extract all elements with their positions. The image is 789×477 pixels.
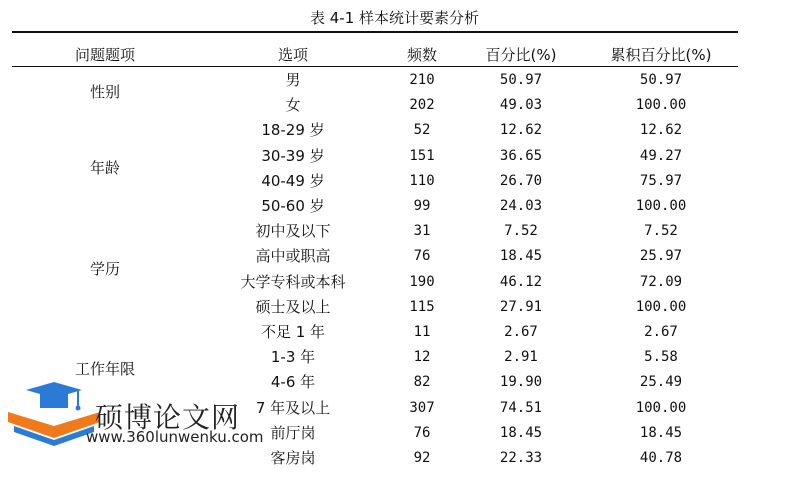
frequency-cell: 151 xyxy=(409,147,435,164)
option-cell: 初中及以下 xyxy=(255,222,331,241)
percent-cell: 24.03 xyxy=(499,198,543,214)
cumulative-cell: 2.67 xyxy=(644,324,678,340)
group-label: 年龄 xyxy=(89,158,120,177)
frequency-cell: 115 xyxy=(409,298,435,315)
frequency-cell: 12 xyxy=(413,349,431,366)
cumulative-cell: 5.58 xyxy=(644,349,678,366)
option-cell: 大学专科或本科 xyxy=(240,272,346,291)
cumulative-cell: 25.97 xyxy=(639,248,683,265)
cumulative-cell: 40.78 xyxy=(639,450,683,466)
frequency-cell: 11 xyxy=(413,324,431,340)
option-cell: 7 年及以上 xyxy=(255,398,331,417)
option-cell: 50-60 岁 xyxy=(261,197,325,215)
percent-cell: 12.62 xyxy=(499,122,543,139)
frequency-cell: 110 xyxy=(409,172,435,189)
table-caption: 表 4-1 样本统计要素分析 xyxy=(309,9,480,27)
option-cell: 18-29 岁 xyxy=(261,121,325,140)
cumulative-cell: 18.45 xyxy=(639,424,683,441)
header-percent: 百分比(%) xyxy=(485,46,557,64)
site-url: www.360lunwenku.com xyxy=(86,428,264,446)
group-label: 性别 xyxy=(89,83,120,102)
percent-cell: 50.97 xyxy=(499,72,543,88)
option-cell: 女 xyxy=(285,96,301,115)
header-item: 问题题项 xyxy=(74,46,135,64)
option-cell: 高中或职高 xyxy=(255,247,331,266)
percent-cell: 2.91 xyxy=(504,349,538,366)
frequency-cell: 31 xyxy=(413,223,431,240)
cumulative-cell: 100.00 xyxy=(635,399,687,416)
percent-cell: 22.33 xyxy=(499,450,543,466)
cumulative-cell: 25.49 xyxy=(639,374,683,391)
option-cell: 30-39 岁 xyxy=(261,146,325,165)
cumulative-cell: 50.97 xyxy=(639,72,683,88)
table-top-rule xyxy=(12,31,738,33)
option-cell: 硕士及以上 xyxy=(255,297,331,316)
option-cell: 不足 1 年 xyxy=(260,323,326,341)
frequency-cell: 52 xyxy=(413,122,431,139)
table-row xyxy=(0,118,789,143)
percent-cell: 19.90 xyxy=(499,374,543,391)
cumulative-cell: 75.97 xyxy=(639,172,683,189)
option-cell: 客房岗 xyxy=(270,449,316,467)
percent-cell: 26.70 xyxy=(499,172,543,189)
header-cumulative-percent: 累积百分比(%) xyxy=(610,46,712,64)
percent-cell: 46.12 xyxy=(499,273,543,290)
percent-cell: 74.51 xyxy=(499,399,543,416)
frequency-cell: 99 xyxy=(413,198,431,214)
cumulative-cell: 12.62 xyxy=(639,122,683,139)
table-row xyxy=(0,295,789,320)
percent-cell: 36.65 xyxy=(499,147,543,164)
option-cell: 1-3 年 xyxy=(270,348,316,367)
frequency-cell: 190 xyxy=(409,273,435,290)
percent-cell: 18.45 xyxy=(499,248,543,265)
cumulative-cell: 100.00 xyxy=(635,198,687,214)
table-row xyxy=(0,194,789,219)
cumulative-cell: 100.00 xyxy=(635,97,687,114)
site-name: 硕博论文网 xyxy=(95,401,241,434)
percent-cell: 7.52 xyxy=(504,223,538,240)
cumulative-cell: 7.52 xyxy=(644,223,678,240)
header-frequency: 频数 xyxy=(406,46,437,64)
option-cell: 男 xyxy=(285,71,301,89)
percent-cell: 18.45 xyxy=(499,424,543,441)
table-row xyxy=(0,219,789,244)
frequency-cell: 210 xyxy=(409,72,435,88)
group-label: 工作年限 xyxy=(74,360,135,379)
header-option: 选项 xyxy=(277,46,308,64)
cumulative-cell: 49.27 xyxy=(639,147,683,164)
group-label: 学历 xyxy=(89,259,120,278)
option-cell: 前厅岗 xyxy=(270,423,316,442)
option-cell: 40-49 岁 xyxy=(261,171,325,190)
cumulative-cell: 100.00 xyxy=(635,298,687,315)
percent-cell: 27.91 xyxy=(499,298,543,315)
option-cell: 4-6 年 xyxy=(270,373,316,392)
frequency-cell: 202 xyxy=(409,97,435,114)
frequency-cell: 76 xyxy=(413,248,431,265)
frequency-cell: 76 xyxy=(413,424,431,441)
frequency-cell: 307 xyxy=(409,399,435,416)
table-row xyxy=(0,320,789,345)
cumulative-cell: 72.09 xyxy=(639,273,683,290)
frequency-cell: 82 xyxy=(413,374,431,391)
frequency-cell: 92 xyxy=(413,450,431,466)
percent-cell: 49.03 xyxy=(499,97,543,114)
percent-cell: 2.67 xyxy=(504,324,538,340)
table-header-rule xyxy=(12,66,738,67)
